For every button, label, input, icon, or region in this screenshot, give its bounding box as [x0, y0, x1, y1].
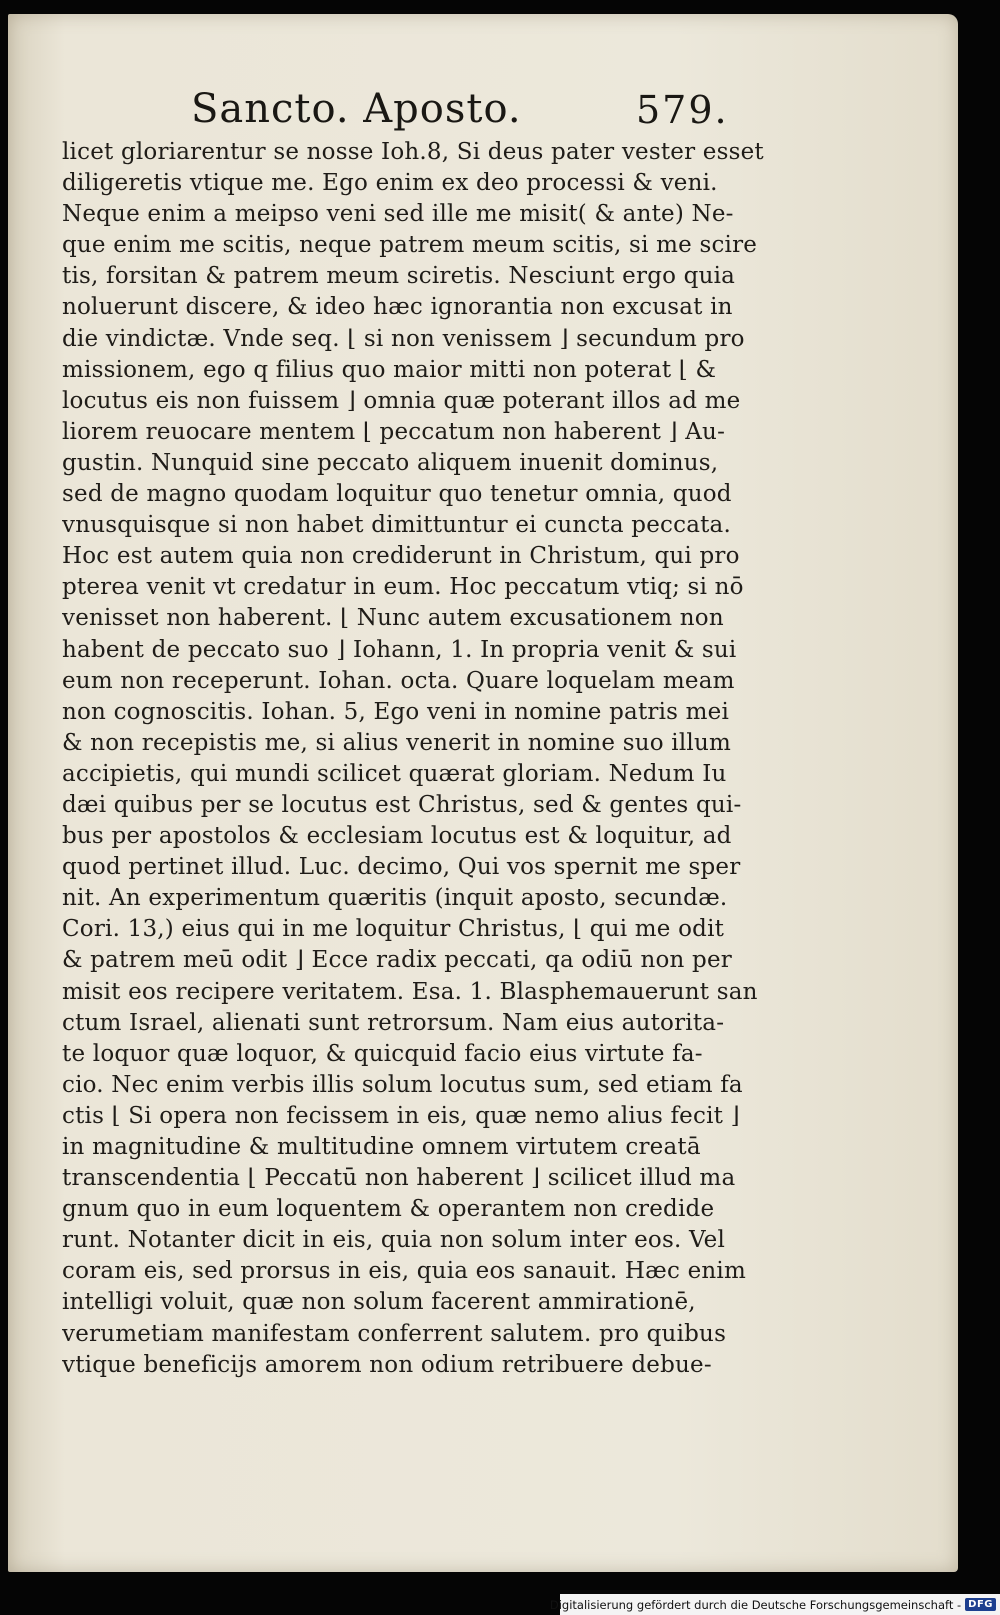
text-line: ctum Israel, alienati sunt retrorsum. Nam eius autorita-	[62, 1009, 725, 1036]
book-page	[8, 14, 958, 1572]
dfg-logo: DFG	[965, 1598, 996, 1611]
text-line: intelligi voluit, quæ non solum facerent ammirationē,	[62, 1289, 696, 1316]
text-line: non cognoscitis. Iohan. 5, Ego veni in nomine patris mei	[62, 698, 730, 725]
text-line: in magnitudine & multitudine omnem virtutem creatā	[62, 1134, 701, 1160]
text-line: sed de magno quodam loquitur quo tenetur omnia, quod	[62, 481, 732, 508]
digitization-credit-bar	[549, 1594, 1000, 1615]
text-line: & non recepistis me, si alius venerit in nomine suo illum	[62, 729, 731, 756]
text-line: Cori. 13,) eius qui in me loquitur Christus, ⌊ qui me odit	[62, 916, 725, 943]
text-line: pterea venit vt credatur in eum. Hoc peccatum vtiq; si nō	[62, 574, 744, 601]
text-line: coram eis, sed prorsus in eis, quia eos sanauit. Hæc enim	[62, 1258, 746, 1285]
text-line: Neque enim a meipso veni sed ille me misit( & ante) Ne-	[62, 201, 734, 228]
text-line: habent de peccato suo ⌋ Iohann, 1. In propria venit & sui	[62, 636, 737, 663]
digitization-credit: Digitalisierung gefördert durch die Deutsche Forschungsgemeinschaft -	[549, 1597, 962, 1612]
text-line: Hoc est autem quia non crediderunt in Christum, qui pro	[62, 543, 740, 570]
text-line: locutus eis non fuissem ⌋ omnia quæ poterant illos ad me	[62, 387, 741, 414]
text-line: que enim me scitis, neque patrem meum scitis, si me scire	[62, 232, 758, 259]
running-head: Sancto. Aposto.	[191, 86, 522, 132]
text-line: gnum quo in eum loquentem & operantem non credide	[62, 1196, 715, 1223]
body-text	[62, 137, 774, 1381]
text-line: accipietis, qui mundi scilicet quærat gloriam. Nedum Iu	[62, 760, 727, 787]
text-line: gustin. Nunquid sine peccato aliquem inuenit dominus,	[62, 449, 719, 476]
page-content	[8, 14, 958, 1572]
text-line: transcendentia ⌊ Peccatū non haberent ⌋ scilicet illud ma	[62, 1165, 736, 1192]
text-line: cio. Nec enim verbis illis solum locutus sum, sed etiam fa	[62, 1071, 743, 1098]
text-line: & patrem meū odit ⌋ Ecce radix peccati, qa odiū non per	[62, 947, 732, 974]
text-line: misit eos recipere veritatem. Esa. 1. Blasphemauerunt san	[62, 978, 758, 1005]
text-line: venisset non haberent. ⌊ Nunc autem excusationem non	[62, 605, 724, 632]
text-line: quod pertinet illud. Luc. decimo, Qui vos spernit me sper	[62, 854, 741, 881]
text-line: dæi quibus per se locutus est Christus, sed & gentes qui-	[62, 791, 742, 818]
text-line: te loquor quæ loquor, & quicquid facio eius virtute fa-	[62, 1040, 703, 1067]
text-line: licet gloriarentur se nosse Ioh.8, Si deus pater vester esset	[62, 139, 764, 165]
text-line: runt. Notanter dicit in eis, quia non solum inter eos. Vel	[62, 1227, 726, 1254]
text-line: eum non receperunt. Iohan. octa. Quare loquelam meam	[62, 667, 735, 694]
text-line: liorem reuocare mentem ⌊ peccatum non haberent ⌋ Au-	[62, 418, 726, 445]
text-line: missionem, ego q filius quo maior mitti non poterat ⌊ &	[62, 356, 717, 383]
text-line: tis, forsitan & patrem meum sciretis. Nesciunt ergo quia	[62, 263, 736, 290]
text-line: die vindictæ. Vnde seq. ⌊ si non venissem ⌋ secundum pro	[62, 325, 745, 352]
text-line: verumetiam manifestam conferrent salutem. pro quibus	[62, 1320, 727, 1347]
text-line: bus per apostolos & ecclesiam locutus est & loquitur, ad	[62, 823, 732, 850]
text-line: diligeretis vtique me. Ego enim ex deo processi & veni.	[62, 170, 718, 197]
text-line: nit. An experimentum quæritis (inquit aposto, secundæ.	[62, 885, 728, 912]
text-line: vtique beneficijs amorem non odium retribuere debue-	[62, 1351, 712, 1378]
page-number: 579.	[636, 88, 729, 132]
text-line: noluerunt discere, & ideo hæc ignorantia non excusat in	[62, 294, 733, 321]
text-line: ctis ⌊ Si opera non fecissem in eis, quæ nemo alius fecit ⌋	[62, 1102, 740, 1129]
text-line: vnusquisque si non habet dimittuntur ei cuncta peccata.	[62, 512, 731, 539]
